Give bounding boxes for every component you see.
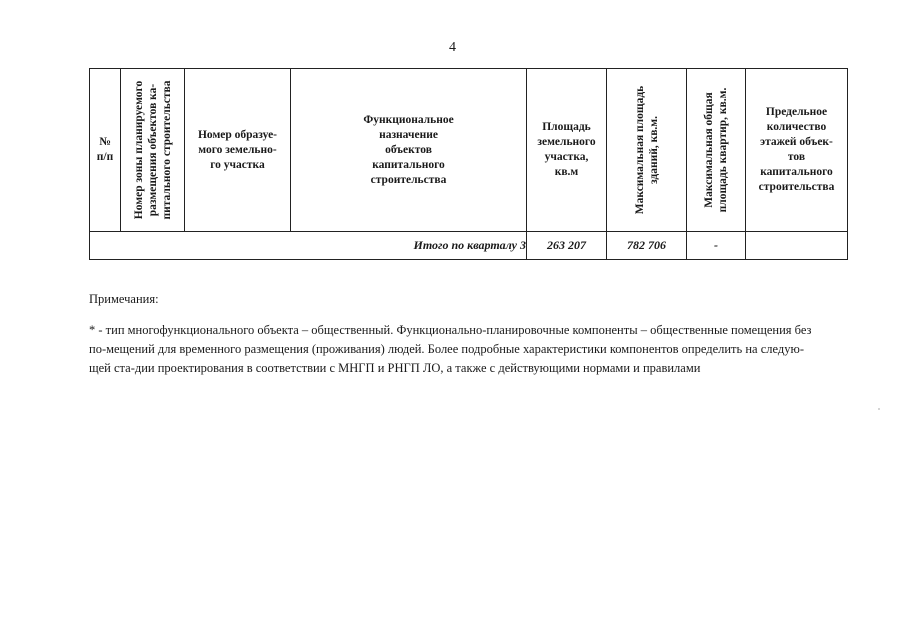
- total-floors: [746, 232, 848, 260]
- header-max-floors: Предельное количество этажей объек- тов капитального строительства: [746, 69, 848, 232]
- total-label: Итого по кварталу 3: [90, 232, 527, 260]
- notes-line: * - тип многофункционального объекта – общественный. Функционально-планировочные компоненты – общественные помещения без: [89, 323, 812, 337]
- table-header-row: [90, 69, 848, 232]
- notes-title: Примечания:: [89, 292, 159, 306]
- header-plot-number: Номер образуе- мого земельно- го участка: [185, 69, 291, 232]
- table-total-row: [90, 232, 848, 260]
- header-max-building-area: Максимальная площадь зданий, кв.м.: [607, 69, 687, 232]
- notes-line: по-мещений для временного размещения (проживания) людей. Более подробные характеристики компонентов определить на следую-: [89, 342, 804, 356]
- header-zone-number: Номер зоны планируемого размещения объектов ка- питального строительства: [121, 69, 185, 232]
- page-number: 4: [449, 40, 456, 55]
- total-land-area: 263 207: [527, 232, 607, 260]
- header-land-area: Площадь земельного участка, кв.м: [527, 69, 607, 232]
- scan-speck: [878, 408, 880, 410]
- planning-table: [89, 68, 848, 260]
- notes-section: [89, 290, 847, 378]
- notes-line: щей ста-дии проектирования в соответствии с МНГП и РНГП ЛО, а также с действующими нормами и правилами: [89, 361, 701, 375]
- notes-text: [89, 321, 847, 378]
- header-number: № п/п: [90, 69, 121, 232]
- total-max-building-area: 782 706: [607, 232, 687, 260]
- header-functional-purpose: Функциональное назначение объектов капитального строительства: [291, 69, 527, 232]
- header-max-apartment-area: Максимальная общая площадь квартир, кв.м.: [687, 69, 746, 232]
- total-max-apartment-area: -: [687, 232, 746, 260]
